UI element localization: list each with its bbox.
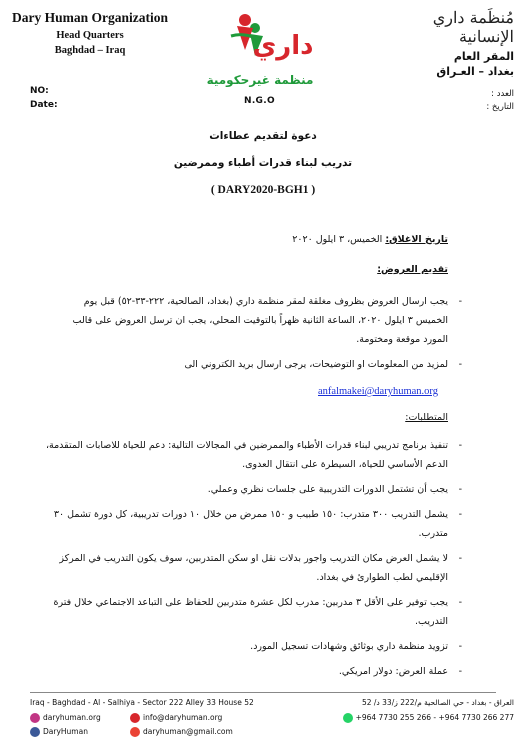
- ngo-label: N.G.O: [244, 96, 275, 106]
- bullet-icon: -: [458, 296, 462, 307]
- footer-divider: [30, 692, 496, 693]
- closing-date: [28, 230, 448, 249]
- submission-bullet-1: [28, 292, 462, 349]
- requirement-item: - يجب أن تشتمل الدورات التدريبية على جلسات نظري وعملي.: [28, 480, 448, 499]
- svg-text:داري: داري: [252, 31, 314, 61]
- footer-phones: +964 7730 255 266 - +964 7730 266 277: [343, 713, 514, 723]
- contact-email-link[interactable]: anfalmakei@daryhuman.org: [318, 386, 438, 397]
- email-icon: [130, 713, 140, 723]
- contact-text: لمزيد من المعلومات او التوضيحات، يرجى ارسال بريد الكتروني الى: [184, 359, 448, 370]
- document-subtitle: تدريب لبناء قدرات أطباء وممرضين: [173, 157, 353, 169]
- submission-text-line-1: يجب ارسال العروض بظروف مغلقة لمقر منظمة داري (بغداد، الصالحية، ٢٢٢-٣٣-٥٢) قبل يوم: [83, 296, 448, 307]
- submission-heading: تقديم العروض:: [377, 264, 448, 275]
- arabic-header: [384, 8, 514, 78]
- requirement-item: - لا يشمل العرض مكان التدريب واجور بدلات نقل او سكن المتدربين، سوف يكون التدريب في المركز الإقليمي لطب الطوارئ في بغداد.: [28, 549, 448, 587]
- ar-no-label: العدد :: [491, 89, 514, 99]
- bullet-icon: -: [458, 641, 462, 652]
- submission-text-line-3: المورد موقعة ومختومة.: [356, 334, 448, 345]
- bullet-icon: -: [458, 484, 462, 495]
- closing-date-value: الخميس، ٣ ايلول ٢٠٢٠: [292, 234, 386, 245]
- organization-logo: [206, 6, 314, 98]
- location-ar: بغداد – العـراق: [436, 65, 514, 78]
- requirement-item: - عملة العرض: دولار امريكي.: [28, 662, 448, 681]
- footer-website[interactable]: daryhuman.org: [30, 713, 101, 723]
- hq-label-ar: المقر العام: [453, 50, 514, 63]
- footer-gmail[interactable]: daryhuman@gmail.com: [130, 727, 233, 737]
- phone-icon: [343, 713, 353, 723]
- footer-info-email[interactable]: info@daryhuman.org: [130, 713, 222, 723]
- gmail-icon: [130, 727, 140, 737]
- logo-figures-icon: [206, 6, 314, 98]
- org-name-ar: مُنظَمة داري الإنسانية: [432, 8, 514, 46]
- instagram-icon: [30, 713, 40, 723]
- submission-text-line-2: الخميس ٣ ايلول ٢٠٢٠، الساعة الثانية ظهراً بالتوقيت المحلي، يجب ان ترسل العروض على قالب: [72, 315, 448, 326]
- footer-address-ar: العراق - بغداد - حي الصالحية م/222 ز/33 د/ 52: [361, 698, 514, 707]
- english-header: [10, 10, 170, 56]
- bullet-icon: -: [458, 666, 462, 677]
- org-name-en: Dary Human Organization: [11, 10, 168, 25]
- bullet-icon: -: [458, 440, 462, 451]
- hq-label-en: Head Quarters: [56, 30, 124, 41]
- contact-email-wrapper: [318, 379, 438, 398]
- footer-facebook[interactable]: DaryHuman: [30, 727, 88, 737]
- requirements-list: [28, 436, 462, 687]
- date-label: Date:: [30, 100, 58, 110]
- ar-date-label: التاريخ :: [486, 102, 514, 112]
- bullet-icon: -: [458, 509, 462, 520]
- requirements-heading: المتطلبات:: [405, 412, 448, 423]
- no-label: NO:: [30, 86, 49, 96]
- svg-text:منظمة غيرحكومية: منظمة غيرحكومية: [206, 73, 314, 87]
- requirement-item: - تنفيذ برنامج تدريبي لبناء قدرات الأطباء والممرضين في المجالات التالية: دعم للحياة للاصابات المتقدمة، الدعم الأساسي للحياة، السيطرة على انتقال العدوى.: [28, 436, 448, 474]
- requirement-item: - تزويد منظمة داري بوثائق وشهادات تسجيل المورد.: [28, 637, 448, 656]
- document-title: دعوة لتقديم عطاءات: [209, 130, 317, 142]
- closing-date-label: تاريخ الاغلاق:: [385, 234, 448, 245]
- bullet-icon: -: [458, 597, 462, 608]
- location-en: Baghdad – Iraq: [54, 45, 126, 56]
- requirement-item: - يشمل التدريب ٣٠٠ متدرب: ١٥٠ طبيب و ١٥٠ ممرض من خلال ١٠ دورات تدريبية، كل دورة تشمل ٣٠ متدرب.: [28, 505, 448, 543]
- bullet-icon: -: [458, 359, 462, 370]
- bullet-icon: -: [458, 553, 462, 564]
- footer-address-en: Iraq - Baghdad - Al - Salhiya - Sector 222 Alley 33 House 52: [30, 698, 254, 707]
- tender-reference: ( DARY2020-BGH1 ): [210, 184, 316, 196]
- facebook-icon: [30, 727, 40, 737]
- requirement-item: - يجب توفير على الأقل ٣ مدربين: مدرب لكل عشرة متدربين للحفاظ على التباعد الاجتماعي خلال فترة التدريب.: [28, 593, 448, 631]
- submission-bullet-2: [28, 355, 462, 374]
